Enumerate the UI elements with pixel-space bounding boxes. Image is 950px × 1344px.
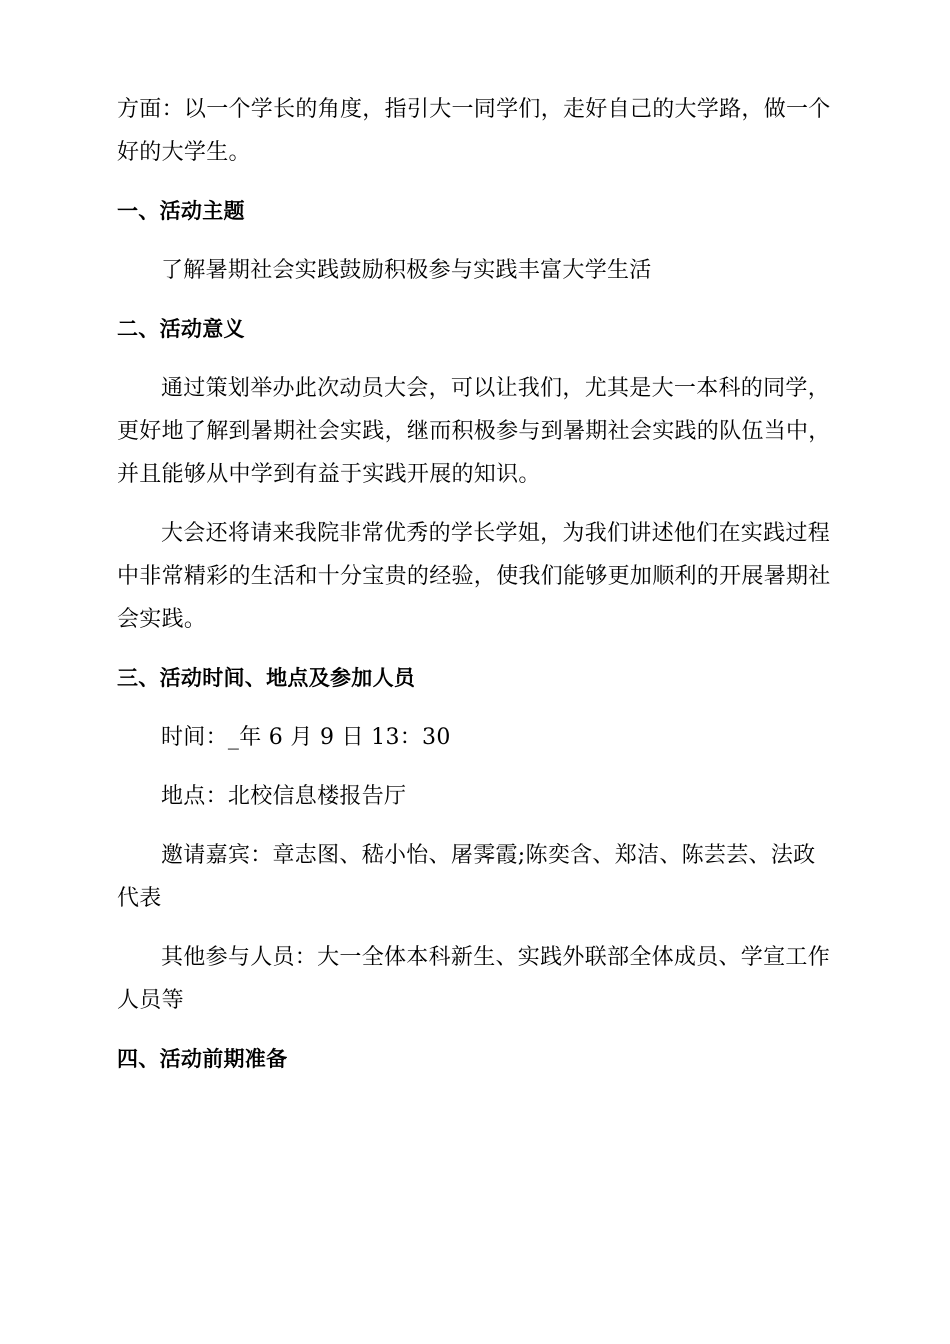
document-page [117,88,833,1081]
significance-paragraph-1: 通过策划举办此次动员大会，可以让我们，尤其是大一本科的同学，更好地了解到暑期社会实践，继而积极参与到暑期社会实践的队伍当中，并且能够从中学到有益于实践开展的知识。 [117,376,831,487]
section-heading-preparation: 四、活动前期准备 [117,1047,288,1071]
participants-paragraph: 其他参与人员：大一全体本科新生、实践外联部全体成员、学宣工作人员等 [117,945,831,1013]
theme-paragraph: 了解暑期社会实践鼓励积极参与实践丰富大学生活 [161,258,652,283]
section-heading-significance: 二、活动意义 [117,317,245,341]
significance-paragraph-2: 大会还将请来我院非常优秀的学长学姐，为我们讲述他们在实践过程中非常精彩的生活和十分宝贵的经验，使我们能够更加顺利的开展暑期社会实践。 [117,521,831,632]
time-paragraph: 时间：_年 6 月 9 日 13：30 [161,725,451,750]
section-heading-time-place: 三、活动时间、地点及参加人员 [117,666,416,690]
guests-paragraph: 邀请嘉宾：章志图、嵇小怡、屠霁霞;陈奕含、郑洁、陈芸芸、法政代表 [117,843,816,911]
place-paragraph: 地点：北校信息楼报告厅 [161,784,407,809]
section-heading-theme: 一、活动主题 [117,199,245,223]
intro-paragraph: 方面：以一个学长的角度，指引大一同学们，走好自己的大学路，做一个好的大学生。 [117,97,831,165]
